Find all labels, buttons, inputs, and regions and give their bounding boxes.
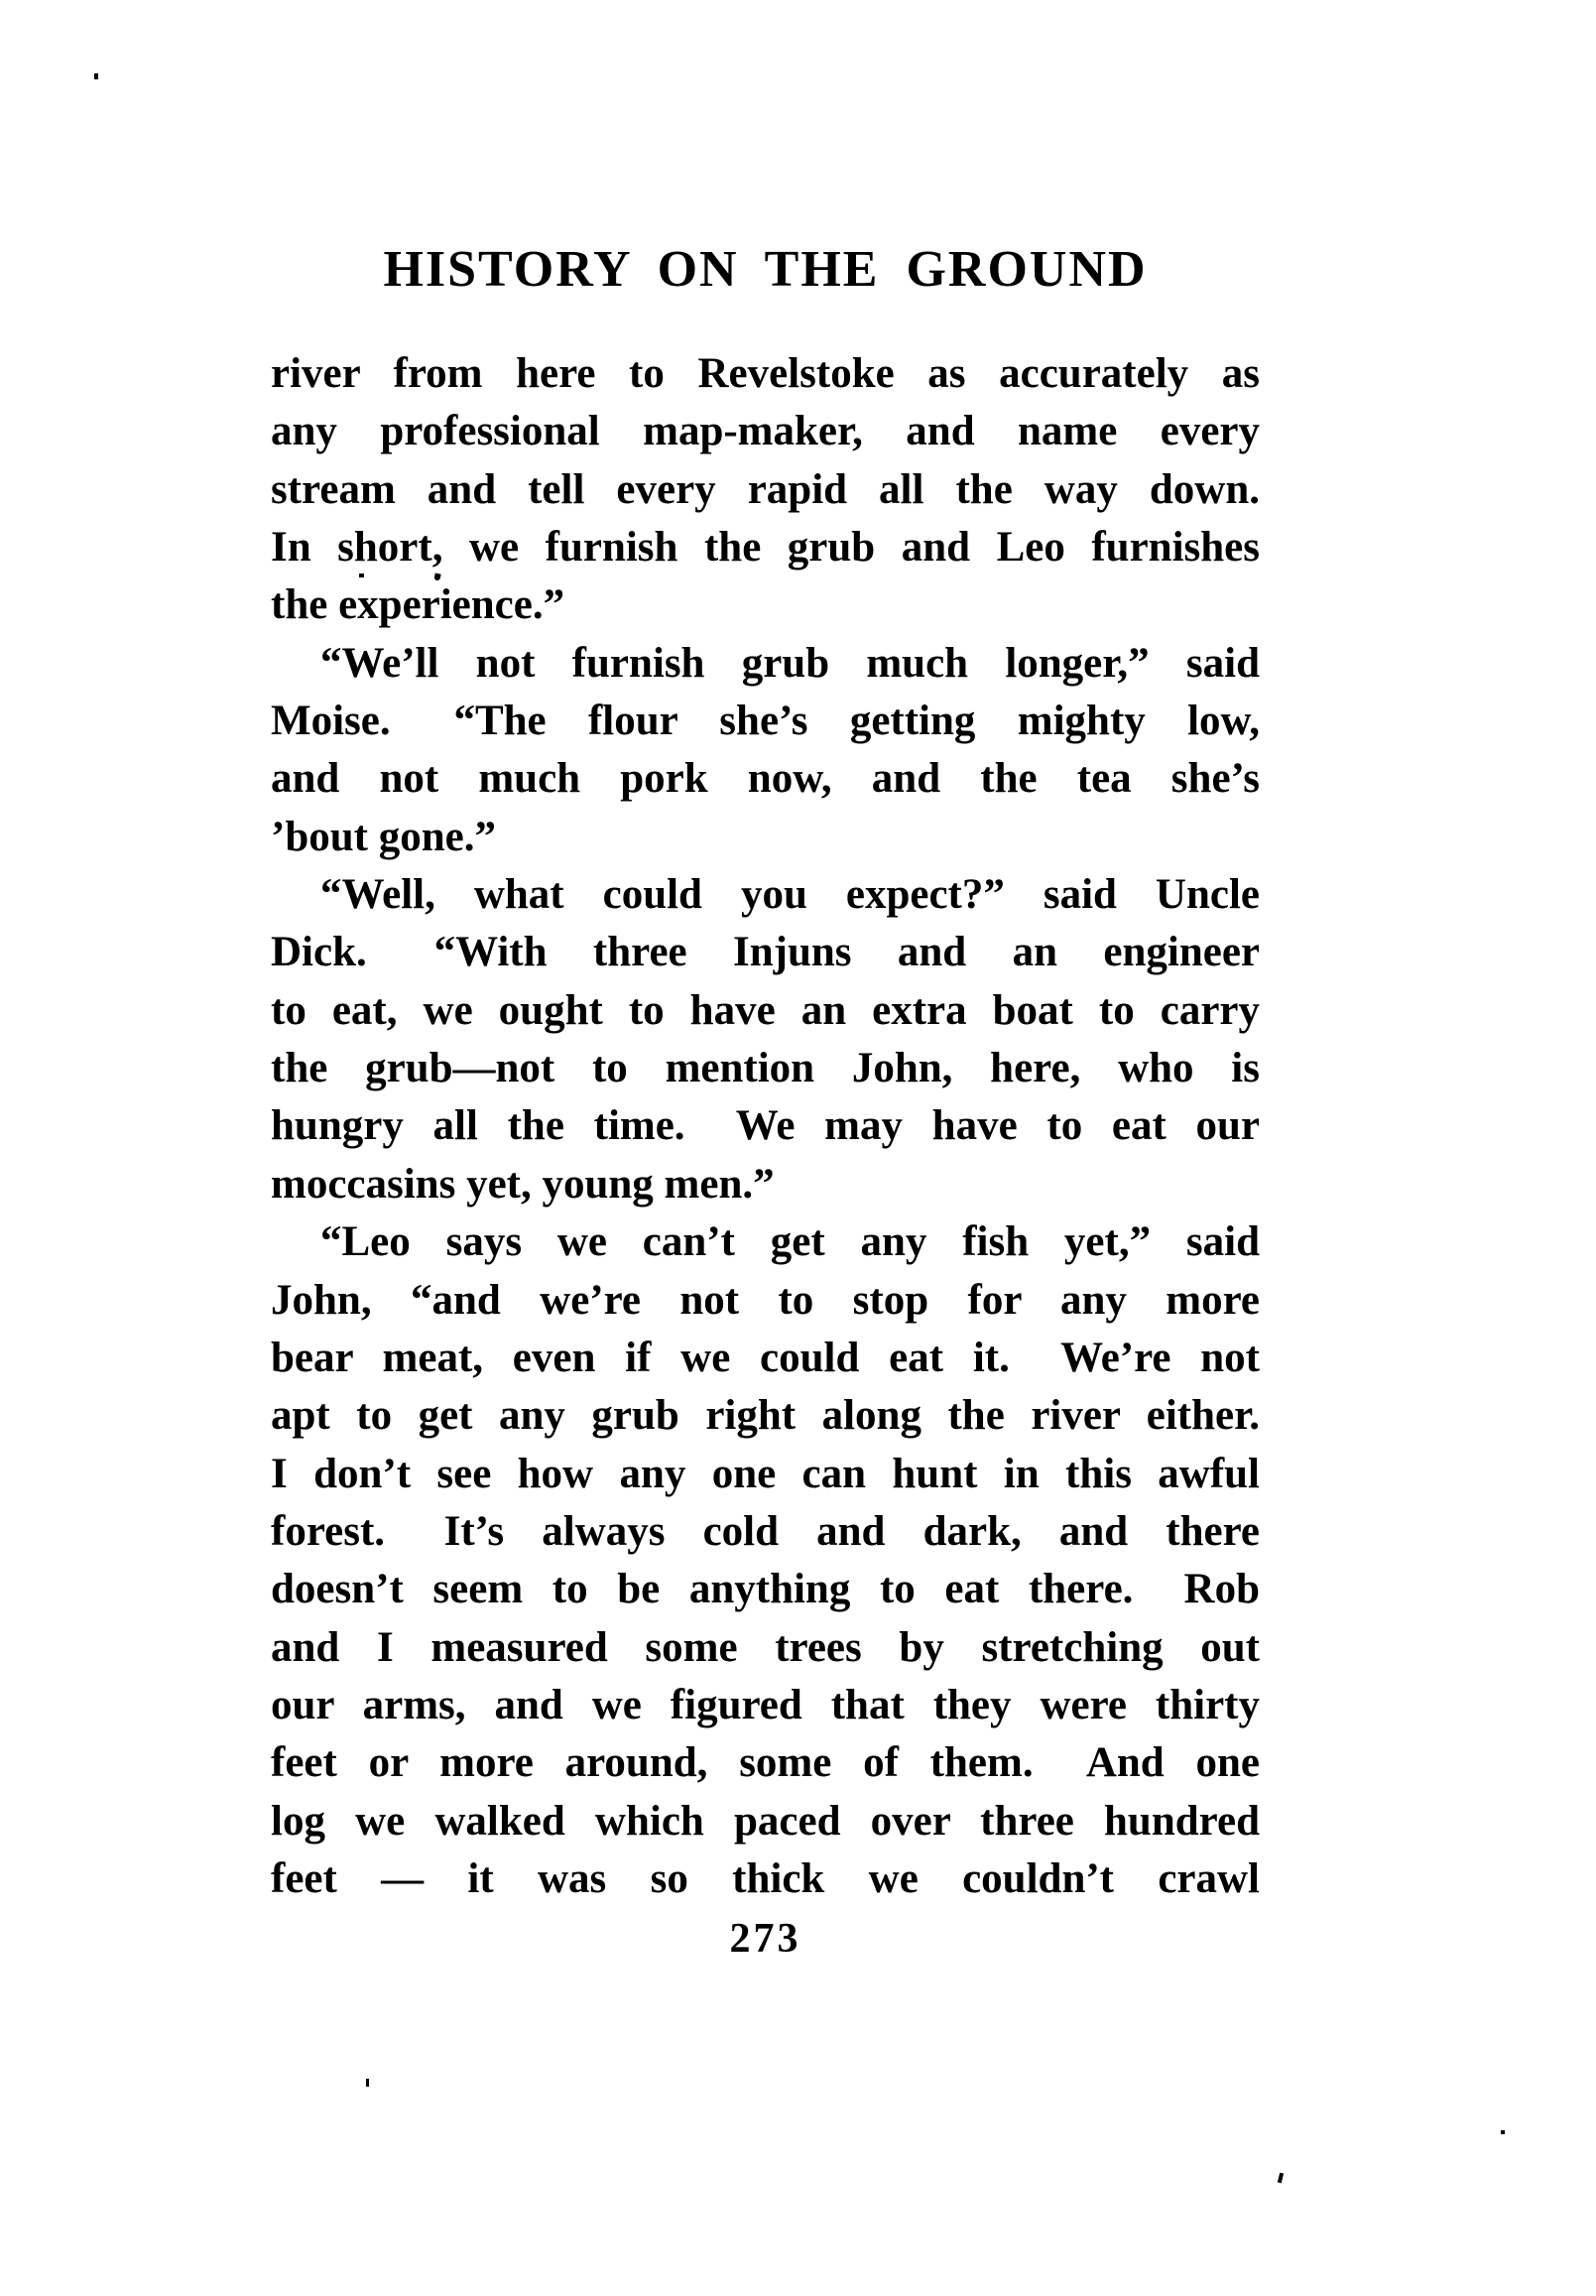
page-number: 273	[729, 1916, 801, 1962]
paragraph	[271, 635, 1260, 866]
paragraph	[271, 345, 1260, 635]
scan-speck	[94, 73, 98, 79]
text-line: Moise. “The flour she’s getting mighty low,	[271, 698, 1260, 745]
text-line: apt to get any grub right along the river either.	[271, 1392, 1260, 1440]
text-line: “Leo says we can’t get any fish yet,” said	[320, 1218, 1260, 1266]
text-line: “Well, what could you expect?” said Uncle	[320, 871, 1260, 919]
text-line: to eat, we ought to have an extra boat to carry	[271, 986, 1260, 1034]
text-line: feet — it was so thick we couldn’t crawl	[271, 1854, 1260, 1902]
text-line: ’bout gone.”	[271, 813, 496, 860]
paragraph	[271, 866, 1260, 1213]
scan-speck	[366, 2079, 369, 2087]
text-line: bear meat, even if we could eat it. We’re not	[271, 1334, 1260, 1381]
text-line: forest. It’s always cold and dark, and there	[271, 1507, 1260, 1555]
text-line: In short, we furnish the grub and Leo furnishes	[271, 524, 1260, 572]
text-line: stream and tell every rapid all the way down.	[271, 465, 1260, 513]
text-line: I don’t see how any one can hunt in this awful	[271, 1450, 1260, 1497]
paragraph	[271, 1213, 1260, 1908]
text-line: John, “and we’re not to stop for any more	[271, 1276, 1260, 1324]
text-line: any professional map-maker, and name every	[271, 408, 1260, 455]
page-title: HISTORY ON THE GROUND	[383, 241, 1148, 298]
text-line: the grub—not to mention John, here, who is	[271, 1045, 1260, 1092]
text-line: doesn’t seem to be anything to eat there. Rob	[271, 1566, 1260, 1613]
text-line: hungry all the time. We may have to eat our	[271, 1102, 1260, 1150]
text-line: “We’ll not furnish grub much longer,” said	[320, 639, 1260, 687]
scan-speck	[1501, 2130, 1505, 2134]
text-line: the experience.”	[271, 581, 565, 629]
text-line: feet or more around, some of them. And one	[271, 1739, 1260, 1787]
text-line: and not much pork now, and the tea she’s	[271, 755, 1260, 803]
body-text	[271, 345, 1260, 1908]
text-line: and I measured some trees by stretching out	[271, 1623, 1260, 1671]
scan-speck	[1278, 2173, 1284, 2184]
text-line: our arms, and we figured that they were thirty	[271, 1681, 1260, 1728]
text-line: moccasins yet, young men.”	[271, 1160, 775, 1208]
text-line: log we walked which paced over three hundred	[271, 1797, 1260, 1845]
text-line: Dick. “With three Injuns and an engineer	[271, 929, 1260, 976]
text-line: river from here to Revelstoke as accurately as	[271, 350, 1260, 397]
